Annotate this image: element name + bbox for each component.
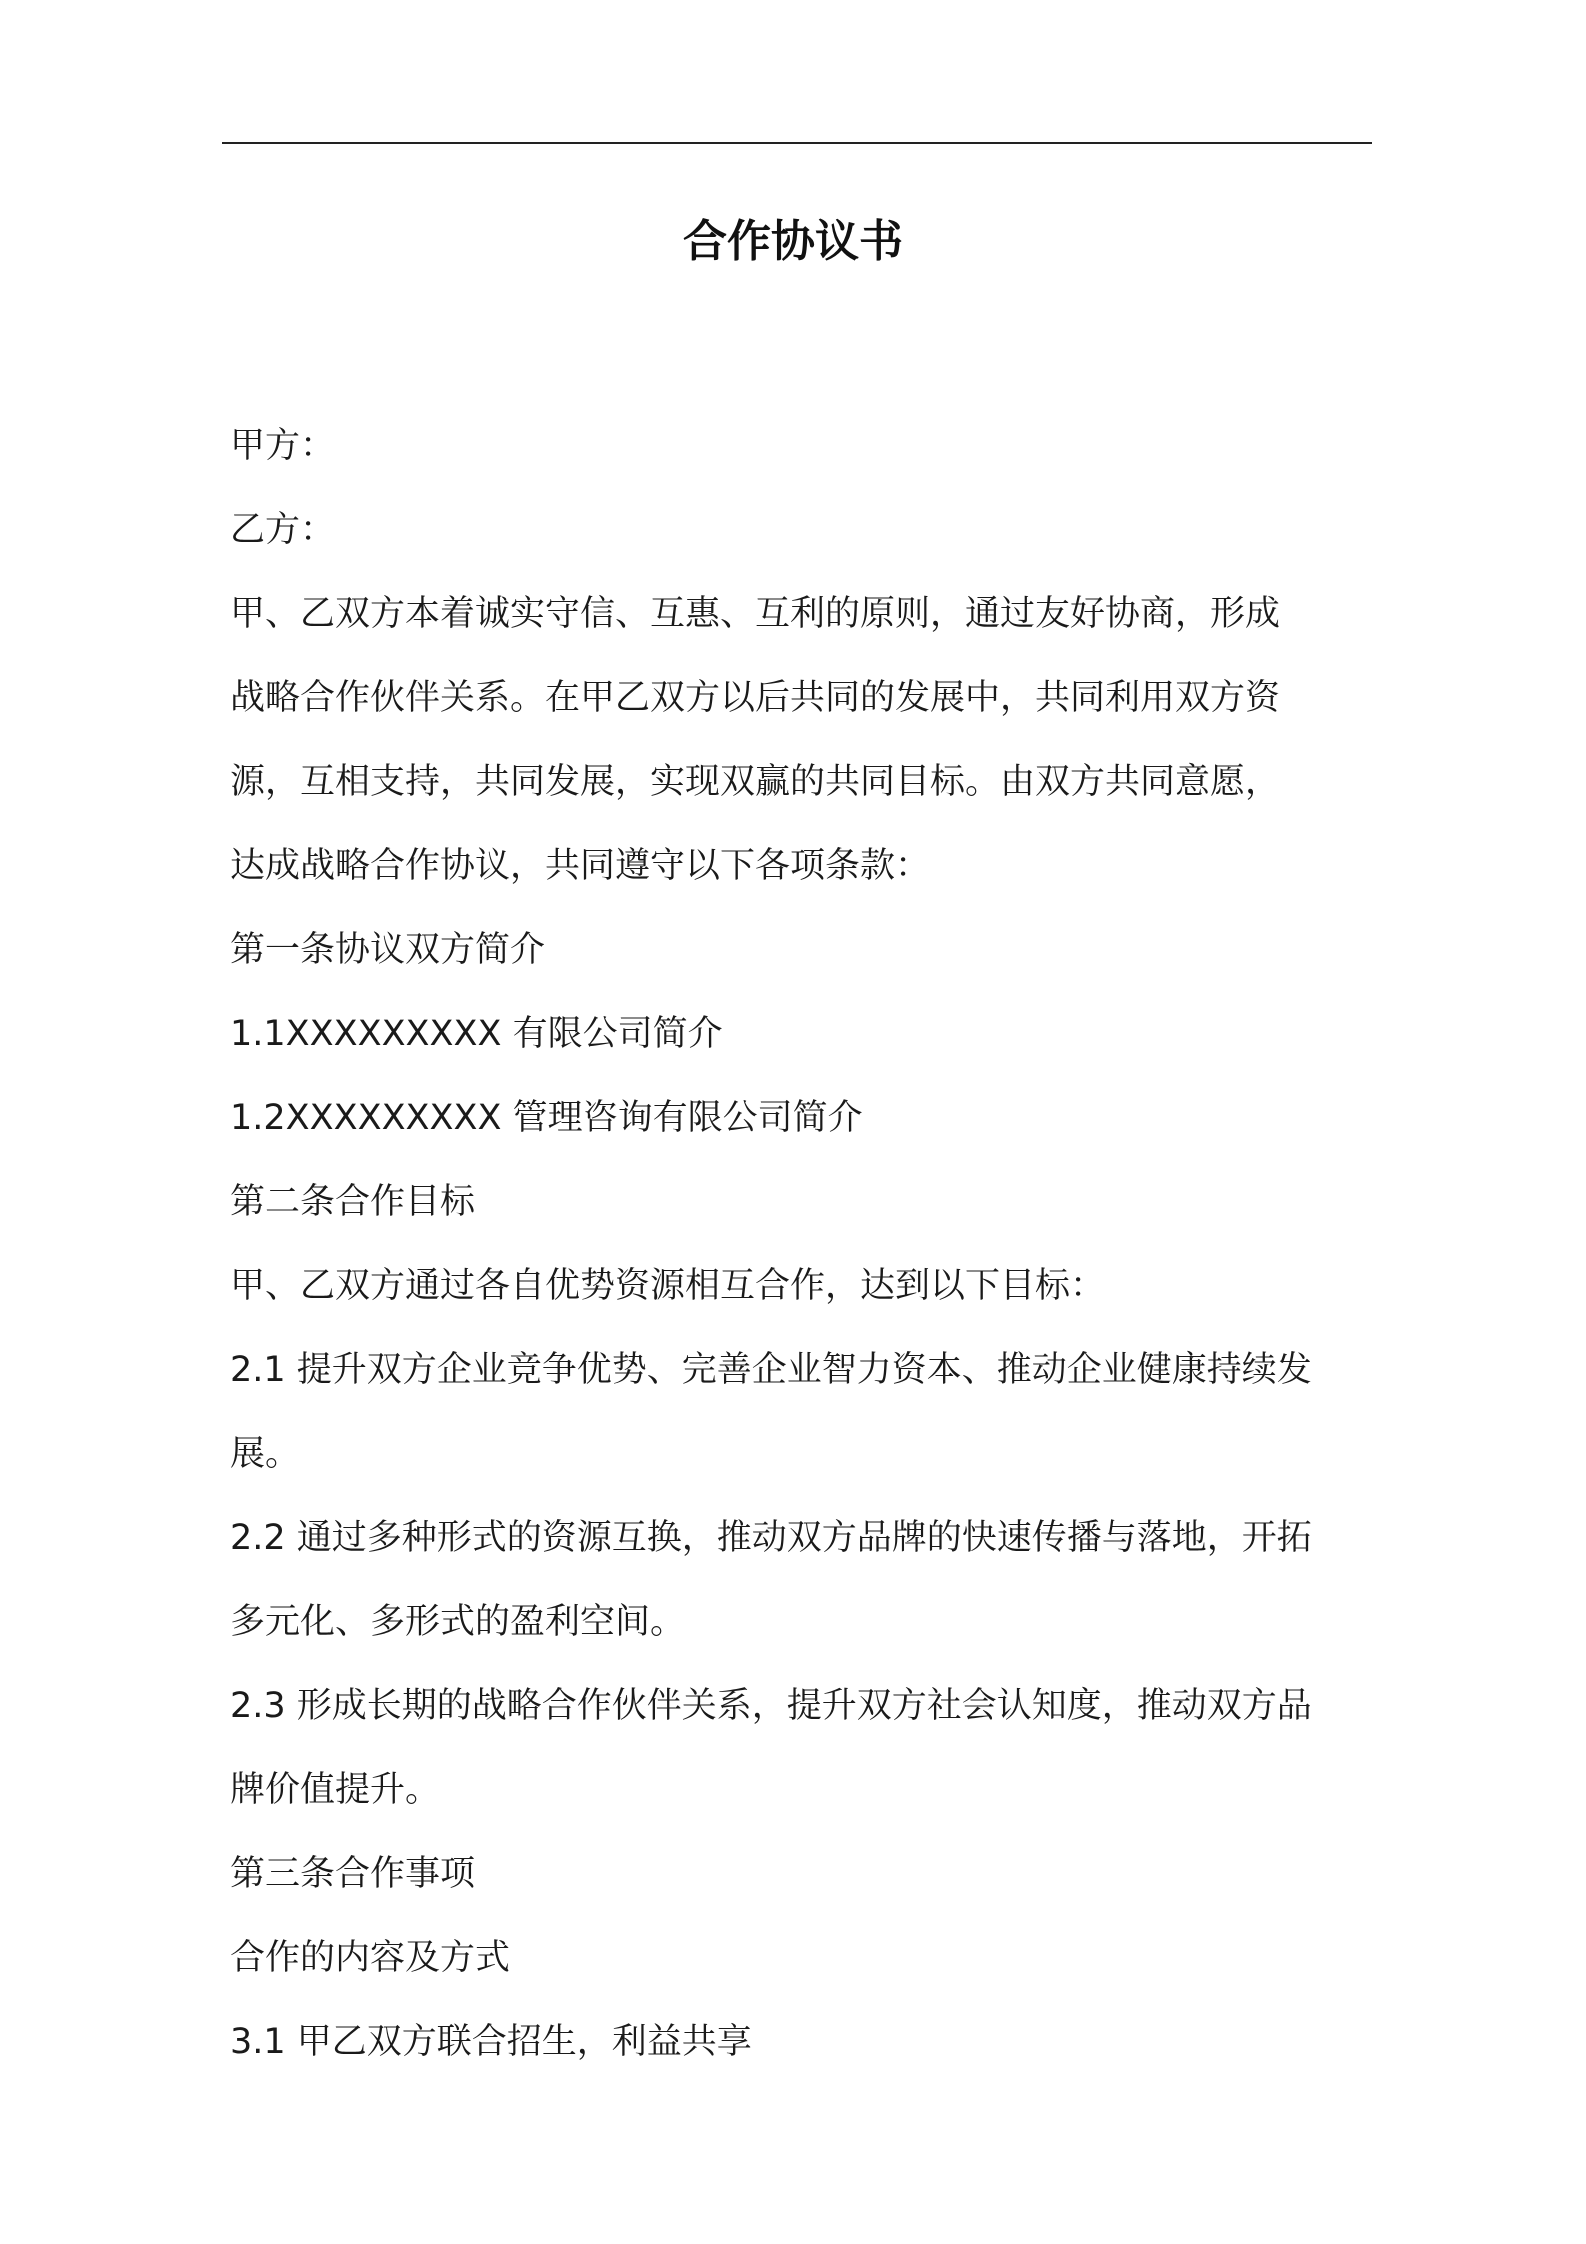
preamble-line-2: 战略合作伙伴关系。在甲乙双方以后共同的发展中，共同利用双方资 (230, 678, 1281, 718)
document-title: 合作协议书 (683, 216, 903, 267)
party-a-line: 甲方： (230, 426, 336, 466)
clause-2-3-line-2: 牌价值提升。 (230, 1770, 441, 1810)
article-1-heading: 第一条协议双方简介 (230, 930, 546, 970)
header-rule (222, 142, 1372, 144)
clause-2-2-line-1: 2.2 通过多种形式的资源互换，推动双方品牌的快速传播与落地，开拓 (230, 1518, 1312, 1558)
preamble-line-3: 源，互相支持，共同发展，实现双赢的共同目标。由双方共同意愿， (230, 762, 1281, 802)
clause-1-1: 1.1XXXXXXXXX 有限公司简介 (230, 1014, 723, 1054)
clause-2-3-line-1: 2.3 形成长期的战略合作伙伴关系，提升双方社会认知度，推动双方品 (230, 1686, 1312, 1726)
clause-2-1-line-2: 展。 (230, 1434, 301, 1474)
party-b-line: 乙方： (230, 510, 336, 550)
article-3-subheading: 合作的内容及方式 (230, 1938, 511, 1978)
clause-1-2: 1.2XXXXXXXXX 管理咨询有限公司简介 (230, 1098, 863, 1138)
clause-3-1: 3.1 甲乙双方联合招生，利益共享 (230, 2022, 752, 2062)
document-body (230, 404, 1372, 2084)
article-2-heading: 第二条合作目标 (230, 1182, 476, 1222)
clause-2-1-line-1: 2.1 提升双方企业竞争优势、完善企业智力资本、推动企业健康持续发 (230, 1350, 1312, 1390)
preamble-line-4: 达成战略合作协议，共同遵守以下各项条款： (230, 846, 931, 886)
article-3-heading: 第三条合作事项 (230, 1854, 476, 1894)
article-2-intro: 甲、乙双方通过各自优势资源相互合作，达到以下目标： (230, 1266, 1106, 1306)
clause-2-2-line-2: 多元化、多形式的盈利空间。 (230, 1602, 686, 1642)
preamble-line-1: 甲、乙双方本着诚实守信、互惠、互利的原则，通过友好协商，形成 (230, 594, 1281, 634)
